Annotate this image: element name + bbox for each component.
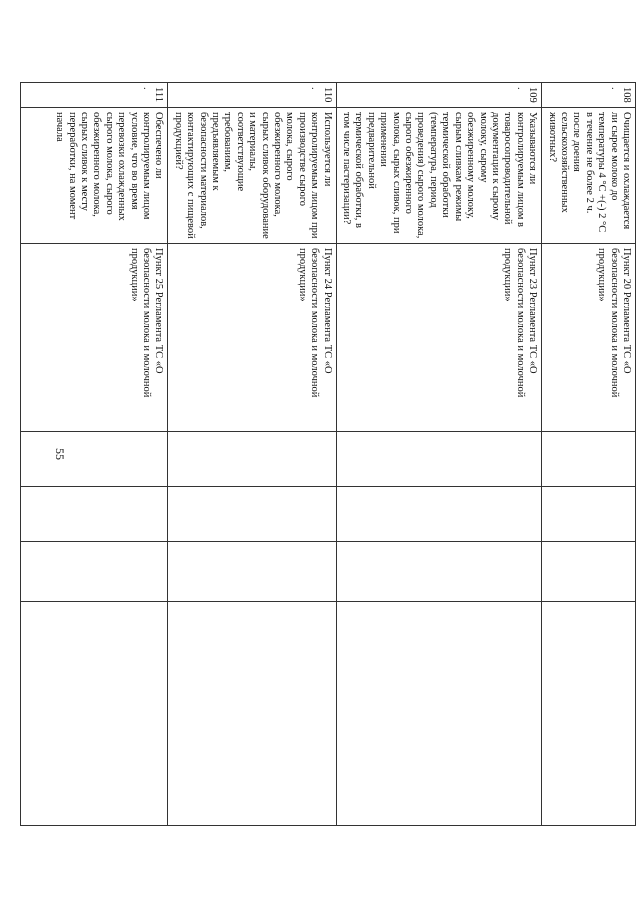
answer-cell-na	[542, 542, 636, 602]
row-reference: Пункт 20 Регламента ТС «О безопасности молока и молочной продукции»	[542, 244, 636, 432]
answer-cell-na	[336, 542, 542, 602]
answer-cell-no	[542, 487, 636, 542]
checklist-table	[20, 82, 636, 826]
notes-cell	[21, 602, 168, 826]
table-row	[21, 83, 168, 826]
answer-cell-no	[168, 487, 336, 542]
row-number: 109.	[336, 83, 542, 108]
answer-cell-yes	[336, 432, 542, 487]
notes-cell	[168, 602, 336, 826]
row-reference: Пункт 25 Регламента ТС «О безопасности молока и молочной продукции»	[21, 244, 168, 432]
row-number: 110.	[168, 83, 336, 108]
row-question: Используется ли контролируемым лицом при производстве сырого молока, сырого обезжиренного молока, сырых сливок оборудование и материалы, соответствующие требованиям, предъявляемым к безопасности материалов, контактирующих с пищевой продукцией?	[168, 108, 336, 244]
answer-cell-no	[336, 487, 542, 542]
answer-cell-yes	[21, 432, 168, 487]
answer-cell-yes	[542, 432, 636, 487]
notes-cell	[542, 602, 636, 826]
row-number: 108.	[542, 83, 636, 108]
answer-cell-na	[21, 542, 168, 602]
row-number: 111.	[21, 83, 168, 108]
table-row	[542, 83, 636, 826]
page-number: 55	[53, 448, 67, 460]
table-row	[336, 83, 542, 826]
row-question: Обеспечено ли контролируемым лицом условие, что во время перевозки охлажденных сырого молока, сырого обезжиренного молока, сырых сливок к месту переработки, на момент начала	[21, 108, 168, 244]
row-reference: Пункт 23 Регламента ТС «О безопасности молока и молочной продукции»	[336, 244, 542, 432]
row-question: Очищается и охлаждается ли сырое молоко до температуры 4 °С +(-) 2 °С в течение не более 2 ч. после доения сельскохозяйственных животных?	[542, 108, 636, 244]
row-question: Указываются ли контролируемым лицом в товаросопроводительной документации к сырому молоку, сырому обезжиренному молоку, сырым сливкам режимы термической обработки (температура, период проведения) сырого молока, сырого обезжиренного молока, сырых сливок, при применении предварительной термической обработки, в том числе пастеризации?	[336, 108, 542, 244]
notes-cell	[336, 602, 542, 826]
answer-cell-yes	[168, 432, 336, 487]
row-reference: Пункт 24 Регламента ТС «О безопасности молока и молочной продукции»	[168, 244, 336, 432]
table-row	[168, 83, 336, 826]
answer-cell-no	[21, 487, 168, 542]
answer-cell-na	[168, 542, 336, 602]
